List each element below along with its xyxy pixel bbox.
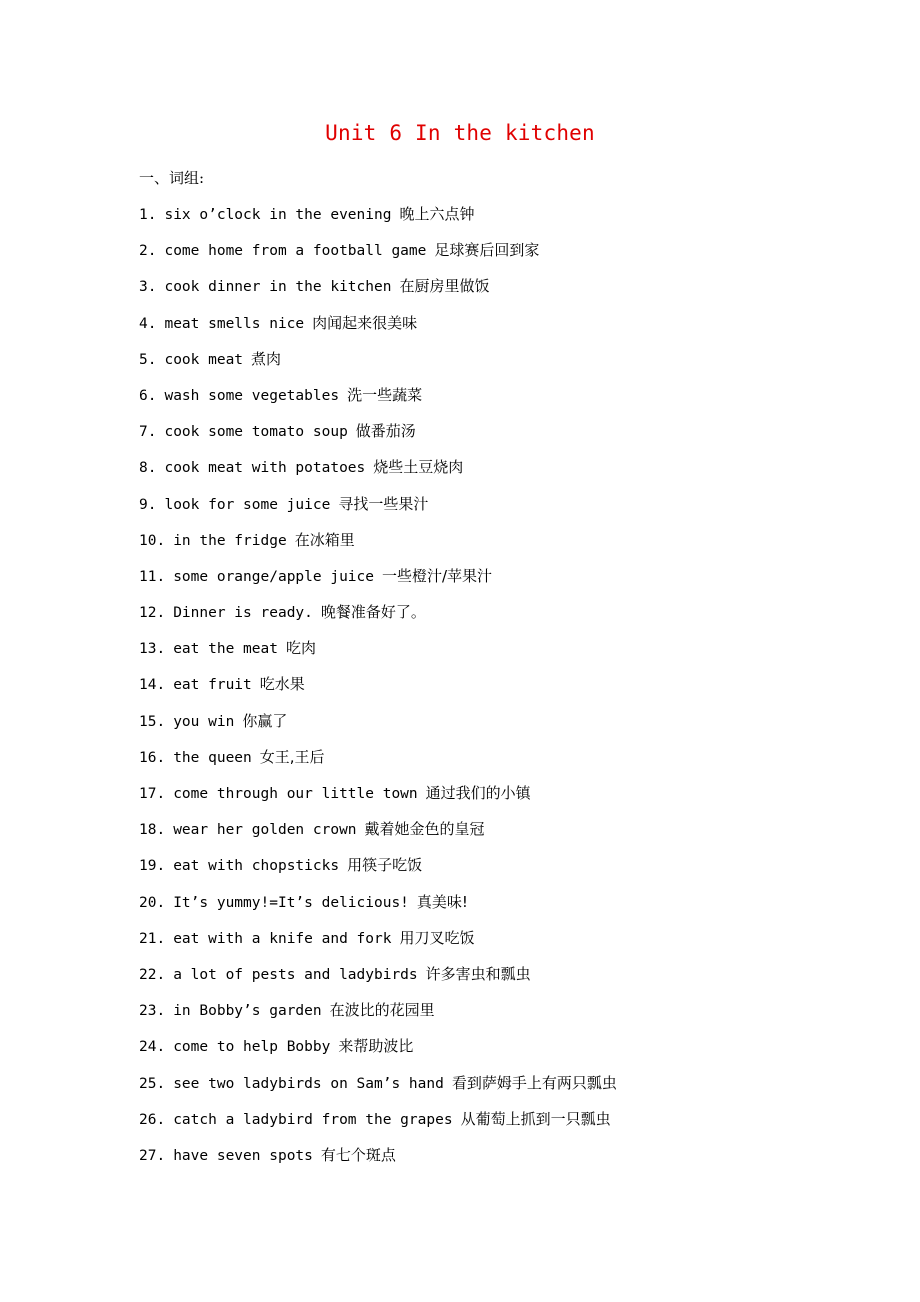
phrase-english: come through our little town bbox=[173, 786, 418, 802]
phrase-chinese: 在冰箱里 bbox=[294, 530, 355, 549]
phrase-chinese: 真美味! bbox=[416, 892, 468, 911]
phrase-english: in the fridge bbox=[173, 532, 287, 549]
phrase-chinese: 用刀叉吃饭 bbox=[399, 928, 475, 947]
phrase-number: 20. bbox=[139, 894, 166, 911]
phrase-number: 25. bbox=[139, 1075, 166, 1092]
phrase-english: eat with chopsticks bbox=[173, 858, 340, 875]
phrase-english: cook some tomato soup bbox=[164, 424, 348, 441]
phrase-item bbox=[139, 204, 617, 240]
phrase-chinese: 有七个斑点 bbox=[320, 1145, 396, 1164]
phrase-item bbox=[139, 240, 617, 276]
phrase-chinese: 用筷子吃饭 bbox=[347, 856, 423, 875]
phrase-number: 15. bbox=[139, 713, 166, 730]
phrase-english: come home from a football game bbox=[164, 243, 427, 260]
phrase-english: have seven spots bbox=[173, 1147, 313, 1164]
phrase-english: meat smells nice bbox=[164, 315, 305, 332]
phrase-chinese: 晚上六点钟 bbox=[399, 205, 475, 223]
phrase-item bbox=[139, 494, 617, 530]
phrase-item bbox=[139, 566, 617, 602]
phrase-chinese: 许多害虫和瓢虫 bbox=[425, 964, 531, 983]
phrase-english: eat the meat bbox=[173, 641, 278, 658]
phrase-english: cook meat with potatoes bbox=[164, 460, 366, 477]
phrase-item bbox=[139, 964, 617, 1000]
phrase-english: look for some juice bbox=[164, 496, 331, 513]
phrase-item bbox=[139, 602, 617, 638]
phrase-number: 5. bbox=[139, 351, 157, 368]
phrase-item bbox=[139, 421, 617, 457]
phrase-number: 22. bbox=[139, 966, 166, 983]
phrase-english: catch a ladybird from the grapes bbox=[173, 1111, 453, 1128]
phrase-item bbox=[139, 674, 617, 710]
phrase-item bbox=[139, 1000, 617, 1036]
phrase-english: come to help Bobby bbox=[173, 1039, 331, 1056]
phrase-chinese: 看到萨姆手上有两只瓢虫 bbox=[451, 1073, 617, 1092]
phrase-number: 23. bbox=[139, 1003, 166, 1020]
phrase-chinese: 女王,王后 bbox=[259, 747, 325, 766]
phrase-number: 2. bbox=[139, 243, 157, 260]
phrase-number: 21. bbox=[139, 930, 166, 947]
phrase-item bbox=[139, 457, 617, 493]
phrase-item bbox=[139, 1073, 617, 1109]
phrase-item bbox=[139, 1145, 617, 1181]
phrase-chinese: 做番茄汤 bbox=[355, 422, 416, 441]
phrase-number: 26. bbox=[139, 1111, 166, 1128]
phrase-english: you win bbox=[173, 713, 235, 730]
phrase-chinese: 寻找一些果汁 bbox=[338, 494, 429, 513]
phrase-chinese: 晚餐准备好了。 bbox=[320, 603, 426, 622]
phrase-number: 3. bbox=[139, 279, 157, 296]
phrase-number: 10. bbox=[139, 532, 166, 549]
phrase-number: 18. bbox=[139, 822, 166, 839]
phrase-number: 7. bbox=[139, 424, 157, 441]
phrase-item bbox=[139, 276, 617, 312]
phrase-english: wash some vegetables bbox=[164, 387, 340, 404]
phrase-item bbox=[139, 783, 617, 819]
phrase-chinese: 从葡萄上抓到一只瓢虫 bbox=[460, 1109, 611, 1128]
phrase-chinese: 吃肉 bbox=[285, 639, 316, 658]
phrase-number: 12. bbox=[139, 605, 166, 622]
phrase-item bbox=[139, 530, 617, 566]
phrase-english: some orange/apple juice bbox=[173, 568, 374, 585]
phrase-number: 6. bbox=[139, 387, 157, 404]
phrase-english: It’s yummy!=It’s delicious! bbox=[173, 894, 409, 911]
phrase-number: 24. bbox=[139, 1039, 166, 1056]
phrase-number: 8. bbox=[139, 460, 157, 477]
phrase-item bbox=[139, 711, 617, 747]
phrase-english: cook meat bbox=[164, 351, 244, 368]
phrase-chinese: 戴着她金色的皇冠 bbox=[364, 820, 485, 839]
phrase-english: in Bobby’s garden bbox=[173, 1003, 322, 1020]
phrase-english: see two ladybirds on Sam’s hand bbox=[173, 1075, 444, 1092]
phrase-number: 9. bbox=[139, 496, 157, 513]
phrase-english: six o’clock in the evening bbox=[164, 207, 392, 223]
phrase-english: eat fruit bbox=[173, 677, 252, 694]
phrase-item bbox=[139, 313, 617, 349]
phrase-chinese: 吃水果 bbox=[259, 675, 305, 694]
phrase-item bbox=[139, 928, 617, 964]
phrase-number: 16. bbox=[139, 749, 166, 766]
phrase-english: wear her golden crown bbox=[173, 822, 357, 839]
phrase-chinese: 你赢了 bbox=[242, 711, 288, 730]
phrase-item bbox=[139, 349, 617, 385]
phrase-item bbox=[139, 1109, 617, 1145]
page-title: Unit 6 In the kitchen bbox=[325, 121, 595, 145]
phrase-item bbox=[139, 892, 617, 928]
section-heading: 一、词组: bbox=[139, 169, 205, 187]
phrase-number: 13. bbox=[139, 641, 166, 658]
phrase-english: cook dinner in the kitchen bbox=[164, 279, 392, 296]
phrase-chinese: 肉闻起来很美味 bbox=[312, 313, 418, 332]
phrase-english: a lot of pests and ladybirds bbox=[173, 966, 418, 983]
phrase-item bbox=[139, 747, 617, 783]
phrase-chinese: 煮肉 bbox=[251, 349, 282, 368]
phrase-chinese: 烧些土豆烧肉 bbox=[373, 458, 464, 477]
phrase-item bbox=[139, 638, 617, 674]
phrase-number: 17. bbox=[139, 786, 166, 802]
phrase-chinese: 来帮助波比 bbox=[338, 1037, 414, 1056]
phrase-item bbox=[139, 385, 617, 421]
phrase-number: 11. bbox=[139, 568, 166, 585]
phrase-chinese: 洗一些蔬菜 bbox=[347, 385, 423, 404]
phrase-chinese: 通过我们的小镇 bbox=[425, 784, 531, 802]
phrase-number: 19. bbox=[139, 858, 166, 875]
phrase-number: 14. bbox=[139, 677, 166, 694]
phrase-list bbox=[139, 204, 617, 1181]
phrase-chinese: 在波比的花园里 bbox=[329, 1001, 435, 1020]
phrase-item bbox=[139, 855, 617, 891]
phrase-number: 1. bbox=[139, 207, 157, 223]
phrase-english: Dinner is ready. bbox=[173, 605, 313, 622]
phrase-chinese: 一些橙汁/苹果汁 bbox=[382, 566, 493, 585]
phrase-number: 27. bbox=[139, 1147, 166, 1164]
phrase-number: 4. bbox=[139, 315, 157, 332]
phrase-english: eat with a knife and fork bbox=[173, 930, 392, 947]
phrase-chinese: 足球赛后回到家 bbox=[434, 241, 540, 260]
phrase-item bbox=[139, 1036, 617, 1072]
phrase-english: the queen bbox=[173, 749, 252, 766]
phrase-chinese: 在厨房里做饭 bbox=[399, 277, 490, 296]
phrase-item bbox=[139, 819, 617, 855]
